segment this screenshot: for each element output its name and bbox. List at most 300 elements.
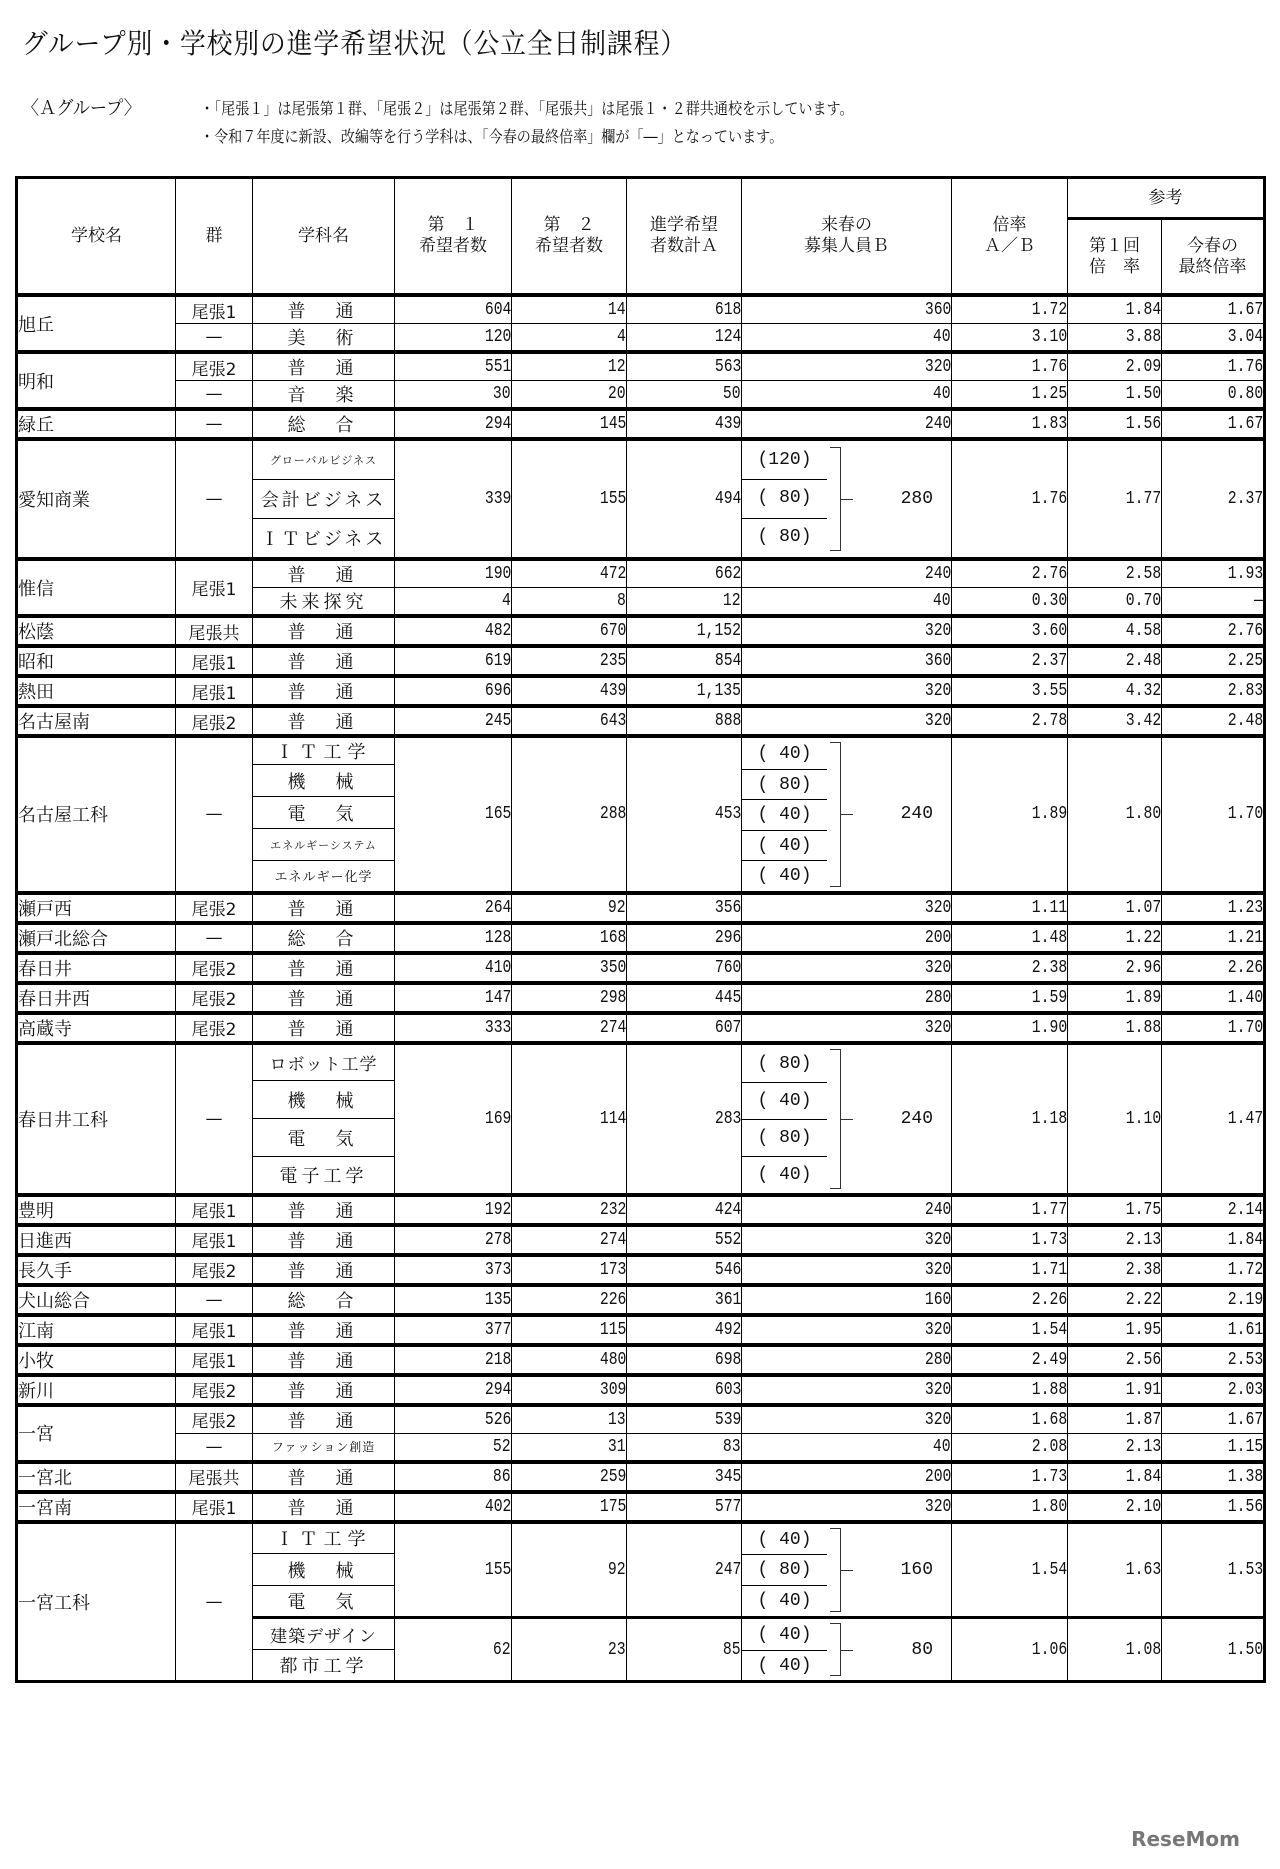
capacity-cell: 320 <box>742 1375 952 1405</box>
school-name: 一宮工科 <box>17 1522 176 1682</box>
capacity-cell <box>742 1618 952 1682</box>
group-label: 〈Ａグループ〉 <box>22 97 141 119</box>
first-choice-cell: 264 <box>395 893 512 923</box>
second-choice-cell: 4 <box>512 324 627 353</box>
first-choice-cell: 482 <box>395 616 512 646</box>
final-ratio-cell: 2.19 <box>1162 1285 1265 1315</box>
dept-cell: エネルギー化学 <box>253 861 395 893</box>
dept-cell: 普 通 <box>253 1255 395 1285</box>
final-ratio-cell: 2.37 <box>1162 439 1265 559</box>
first-choice-cell: 377 <box>395 1315 512 1345</box>
school-block <box>17 1462 1265 1492</box>
group-cell: 尾張2 <box>176 893 253 923</box>
first-round-cell: 1.10 <box>1068 1043 1162 1195</box>
school-name: 江南 <box>17 1315 176 1345</box>
capacity-total: 160 <box>900 1559 933 1580</box>
school-block <box>17 923 1265 953</box>
table-row <box>17 559 1265 588</box>
ratio-cell: 1.71 <box>952 1255 1068 1285</box>
group-cell: — <box>176 1522 253 1682</box>
school-block <box>17 1492 1265 1522</box>
group-cell: — <box>176 409 253 439</box>
first-round-cell: 3.88 <box>1068 324 1162 353</box>
second-choice-cell: 274 <box>512 1225 627 1255</box>
sub-capacity: ( 40) <box>742 830 827 862</box>
ratio-cell: 1.48 <box>952 923 1068 953</box>
capacity-total: 280 <box>900 489 933 509</box>
second-choice-cell: 439 <box>512 676 627 706</box>
ratio-cell: 1.11 <box>952 893 1068 923</box>
school-name: 春日井工科 <box>17 1043 176 1195</box>
sub-capacity: ( 40) <box>742 1619 827 1651</box>
table-row <box>17 923 1265 953</box>
table-row <box>17 381 1265 410</box>
first-choice-cell: 402 <box>395 1492 512 1522</box>
first-choice-cell: 169 <box>395 1043 512 1195</box>
dept-cell: 総 合 <box>253 1285 395 1315</box>
first-round-cell: 2.13 <box>1068 1433 1162 1462</box>
capacity-cell: 320 <box>742 1013 952 1043</box>
sub-capacity: ( 80) <box>742 1045 827 1083</box>
dept-cell: 普 通 <box>253 706 395 736</box>
ratio-cell: 1.80 <box>952 1492 1068 1522</box>
group-cell: 尾張2 <box>176 953 253 983</box>
table-row <box>17 1492 1265 1522</box>
school-block <box>17 646 1265 676</box>
total-cell: 439 <box>627 409 742 439</box>
capacity-cell: 280 <box>742 983 952 1013</box>
final-ratio-cell: 1.93 <box>1162 559 1265 588</box>
first-choice-cell: 120 <box>395 324 512 353</box>
sub-capacity: ( 40) <box>757 866 812 886</box>
group-cell: 尾張2 <box>176 1013 253 1043</box>
group-cell: 尾張1 <box>176 1492 253 1522</box>
total-cell: 296 <box>627 923 742 953</box>
first-round-cell: 2.56 <box>1068 1345 1162 1375</box>
second-choice-cell: 14 <box>512 295 627 324</box>
header-group: 群 <box>176 178 253 296</box>
school-block <box>17 352 1265 409</box>
total-cell: 83 <box>627 1433 742 1462</box>
total-cell: 888 <box>627 706 742 736</box>
school-name: 一宮南 <box>17 1492 176 1522</box>
second-choice-cell: 173 <box>512 1255 627 1285</box>
ratio-cell: 1.72 <box>952 295 1068 324</box>
capacity-cell: 200 <box>742 923 952 953</box>
header-first-round: 第１回 倍 率 <box>1068 219 1162 296</box>
final-ratio-cell: 2.03 <box>1162 1375 1265 1405</box>
final-ratio-cell: 1.21 <box>1162 923 1265 953</box>
sub-capacity: ( 40) <box>742 1524 827 1556</box>
dept-cell: 普 通 <box>253 1225 395 1255</box>
dept-cell: 普 通 <box>253 1492 395 1522</box>
group-cell: 尾張1 <box>176 559 253 616</box>
first-round-cell: 1.88 <box>1068 1013 1162 1043</box>
group-cell: — <box>176 923 253 953</box>
sub-capacity: ( 80) <box>757 526 812 547</box>
header-ratio: 倍率 Ａ／Ｂ <box>952 178 1068 296</box>
second-choice-cell: 274 <box>512 1013 627 1043</box>
school-block <box>17 953 1265 983</box>
first-round-cell: 1.75 <box>1068 1195 1162 1225</box>
second-choice-cell: 309 <box>512 1375 627 1405</box>
school-block <box>17 1285 1265 1315</box>
total-cell: 247 <box>627 1522 742 1618</box>
first-round-cell: 0.70 <box>1068 588 1162 617</box>
first-round-cell: 1.22 <box>1068 923 1162 953</box>
first-choice-cell: 294 <box>395 409 512 439</box>
header-reference: 参考 <box>1068 178 1265 219</box>
total-cell: 698 <box>627 1345 742 1375</box>
ratio-cell: 1.54 <box>952 1522 1068 1618</box>
table-row <box>17 1043 1265 1081</box>
first-round-cell: 1.84 <box>1068 1462 1162 1492</box>
first-choice-cell: 62 <box>395 1618 512 1682</box>
first-choice-cell: 190 <box>395 559 512 588</box>
capacity-cell: 320 <box>742 1255 952 1285</box>
first-round-cell: 1.87 <box>1068 1405 1162 1434</box>
second-choice-cell: 298 <box>512 983 627 1013</box>
header-school: 学校名 <box>17 178 176 296</box>
school-name: 新川 <box>17 1375 176 1405</box>
capacity-cell: 40 <box>742 381 952 410</box>
second-choice-cell: 114 <box>512 1043 627 1195</box>
capacity-cell: 320 <box>742 893 952 923</box>
ratio-cell: 3.60 <box>952 616 1068 646</box>
capacity-total: 80 <box>911 1639 933 1660</box>
dept-cell: 美 術 <box>253 324 395 353</box>
ratio-cell: 2.37 <box>952 646 1068 676</box>
table-row <box>17 736 1265 765</box>
dept-cell: 機 械 <box>253 1081 395 1119</box>
capacity-cell: 240 <box>742 409 952 439</box>
group-cell: 尾張2 <box>176 352 253 381</box>
capacity-total: 240 <box>900 804 933 825</box>
group-cell: 尾張1 <box>176 1195 253 1225</box>
dept-cell: 普 通 <box>253 1315 395 1345</box>
sub-capacity: (120) <box>742 441 827 480</box>
first-choice-cell: 410 <box>395 953 512 983</box>
total-cell: 453 <box>627 736 742 893</box>
ratio-cell: 1.68 <box>952 1405 1068 1434</box>
table-row <box>17 295 1265 324</box>
final-ratio-cell: 2.25 <box>1162 646 1265 676</box>
school-block <box>17 1345 1265 1375</box>
second-choice-cell: 288 <box>512 736 627 893</box>
first-choice-cell: 52 <box>395 1433 512 1462</box>
second-choice-cell: 670 <box>512 616 627 646</box>
first-round-cell: 2.09 <box>1068 352 1162 381</box>
dept-cell: ロボット工学 <box>253 1043 395 1081</box>
final-ratio-cell: 1.38 <box>1162 1462 1265 1492</box>
capacity-cell: 280 <box>742 1345 952 1375</box>
capacity-cell: 40 <box>742 588 952 617</box>
first-round-cell: 2.58 <box>1068 559 1162 588</box>
brace-icon <box>830 447 841 551</box>
school-block <box>17 1405 1265 1462</box>
total-cell: 494 <box>627 439 742 559</box>
capacity-cell: 240 <box>742 559 952 588</box>
second-choice-cell: 259 <box>512 1462 627 1492</box>
school-name: 愛知商業 <box>17 439 176 559</box>
school-name: 長久手 <box>17 1255 176 1285</box>
first-choice-cell: 128 <box>395 923 512 953</box>
first-round-cell: 1.50 <box>1068 381 1162 410</box>
dept-cell: 音 楽 <box>253 381 395 410</box>
school-name: 明和 <box>17 352 176 409</box>
ratio-cell: 1.76 <box>952 439 1068 559</box>
final-ratio-cell: 1.70 <box>1162 1013 1265 1043</box>
ratio-cell: 1.90 <box>952 1013 1068 1043</box>
first-choice-cell: 604 <box>395 295 512 324</box>
final-ratio-cell: 3.04 <box>1162 324 1265 353</box>
school-name: 一宮 <box>17 1405 176 1462</box>
school-block <box>17 1375 1265 1405</box>
first-round-cell: 1.08 <box>1068 1618 1162 1682</box>
capacity-cell: 240 <box>742 1195 952 1225</box>
first-choice-cell: 4 <box>395 588 512 617</box>
dept-cell: ＩＴ工学 <box>253 1522 395 1554</box>
second-choice-cell: 643 <box>512 706 627 736</box>
ratio-cell: 1.83 <box>952 409 1068 439</box>
school-block <box>17 439 1265 559</box>
final-ratio-cell: 2.53 <box>1162 1345 1265 1375</box>
total-cell: 603 <box>627 1375 742 1405</box>
capacity-cell: 160 <box>742 1285 952 1315</box>
capacity-cell: 320 <box>742 352 952 381</box>
page-title: グループ別・学校別の進学希望状況（公立全日制課程） <box>22 27 687 60</box>
dept-cell: 普 通 <box>253 646 395 676</box>
school-block <box>17 1522 1265 1682</box>
ratio-cell: 1.73 <box>952 1462 1068 1492</box>
school-block <box>17 1255 1265 1285</box>
total-cell: 618 <box>627 295 742 324</box>
table-row <box>17 1405 1265 1434</box>
first-round-cell: 2.48 <box>1068 646 1162 676</box>
table-row <box>17 646 1265 676</box>
first-choice-cell: 192 <box>395 1195 512 1225</box>
school-name: 小牧 <box>17 1345 176 1375</box>
dept-cell: 普 通 <box>253 676 395 706</box>
header-dept: 学科名 <box>253 178 395 296</box>
brace-icon <box>830 742 841 887</box>
total-cell: 760 <box>627 953 742 983</box>
ratio-cell: 1.59 <box>952 983 1068 1013</box>
first-round-cell: 4.32 <box>1068 676 1162 706</box>
first-choice-cell: 619 <box>395 646 512 676</box>
capacity-cell <box>742 1522 952 1618</box>
capacity-cell: 320 <box>742 953 952 983</box>
dept-cell: 普 通 <box>253 1462 395 1492</box>
school-block <box>17 1315 1265 1345</box>
table-row <box>17 953 1265 983</box>
first-round-cell: 1.84 <box>1068 295 1162 324</box>
ratio-cell: 1.76 <box>952 352 1068 381</box>
ratio-cell: 0.30 <box>952 588 1068 617</box>
first-choice-cell: 278 <box>395 1225 512 1255</box>
first-choice-cell: 526 <box>395 1405 512 1434</box>
capacity-cell: 40 <box>742 1433 952 1462</box>
table-row <box>17 1522 1265 1554</box>
final-ratio-cell: 1.53 <box>1162 1522 1265 1618</box>
first-choice-cell: 218 <box>395 1345 512 1375</box>
total-cell: 424 <box>627 1195 742 1225</box>
final-ratio-cell: 1.72 <box>1162 1255 1265 1285</box>
group-cell: — <box>176 1043 253 1195</box>
school-block <box>17 409 1265 439</box>
first-choice-cell: 294 <box>395 1375 512 1405</box>
brace-tick-icon <box>841 1650 853 1651</box>
second-choice-cell: 232 <box>512 1195 627 1225</box>
group-cell: 尾張共 <box>176 1462 253 1492</box>
ratio-cell: 1.89 <box>952 736 1068 893</box>
total-cell: 539 <box>627 1405 742 1434</box>
capacity-cell: 320 <box>742 1225 952 1255</box>
table-row <box>17 1255 1265 1285</box>
capacity-cell: 360 <box>742 295 952 324</box>
total-cell: 345 <box>627 1462 742 1492</box>
dept-cell: 普 通 <box>253 983 395 1013</box>
first-choice-cell: 135 <box>395 1285 512 1315</box>
school-name: 春日井西 <box>17 983 176 1013</box>
second-choice-cell: 8 <box>512 588 627 617</box>
dept-cell: 普 通 <box>253 295 395 324</box>
ratio-cell: 2.78 <box>952 706 1068 736</box>
sub-capacity: ( 40) <box>757 1164 812 1185</box>
total-cell: 552 <box>627 1225 742 1255</box>
second-choice-cell: 23 <box>512 1618 627 1682</box>
total-cell: 445 <box>627 983 742 1013</box>
header-first-choice: 第 １ 希望者数 <box>395 178 512 296</box>
table-row <box>17 1225 1265 1255</box>
total-cell: 283 <box>627 1043 742 1195</box>
sub-capacity: ( 80) <box>742 479 827 518</box>
capacity-cell: 320 <box>742 706 952 736</box>
sub-capacity: ( 80) <box>742 1554 827 1586</box>
dept-cell: 電 気 <box>253 1586 395 1618</box>
second-choice-cell: 175 <box>512 1492 627 1522</box>
school-name: 松蔭 <box>17 616 176 646</box>
first-choice-cell: 245 <box>395 706 512 736</box>
dept-cell: 普 通 <box>253 616 395 646</box>
dept-cell: 電 気 <box>253 797 395 829</box>
header-second-choice: 第 ２ 希望者数 <box>512 178 627 296</box>
final-ratio-cell: — <box>1162 588 1265 617</box>
dept-cell: ＩＴビジネス <box>253 519 395 560</box>
final-ratio-cell: 2.48 <box>1162 706 1265 736</box>
dept-cell: 機 械 <box>253 1554 395 1586</box>
table-header <box>17 178 1265 296</box>
group-cell: 尾張1 <box>176 646 253 676</box>
brace-icon <box>830 1528 841 1613</box>
capacity-cell <box>742 1043 952 1195</box>
group-cell: 尾張2 <box>176 1375 253 1405</box>
final-ratio-cell: 1.84 <box>1162 1225 1265 1255</box>
school-name: 昭和 <box>17 646 176 676</box>
school-name: 緑丘 <box>17 409 176 439</box>
dept-cell: 普 通 <box>253 1345 395 1375</box>
first-round-cell: 1.63 <box>1068 1522 1162 1618</box>
school-block <box>17 616 1265 646</box>
second-choice-cell: 155 <box>512 439 627 559</box>
second-choice-cell: 226 <box>512 1285 627 1315</box>
first-round-cell: 1.91 <box>1068 1375 1162 1405</box>
ratio-cell: 1.77 <box>952 1195 1068 1225</box>
note-1: ・「尾張１」は尾張第１群、「尾張２」は尾張第２群、「尾張共」は尾張１・２群共通校を示しています。 <box>200 99 854 118</box>
final-ratio-cell: 1.50 <box>1162 1618 1265 1682</box>
dept-cell: 普 通 <box>253 352 395 381</box>
capacity-cell <box>742 439 952 559</box>
school-name: 瀬戸北総合 <box>17 923 176 953</box>
brace-icon <box>830 1623 841 1676</box>
group-cell: 尾張共 <box>176 616 253 646</box>
final-ratio-cell: 1.15 <box>1162 1433 1265 1462</box>
ratio-cell: 1.54 <box>952 1315 1068 1345</box>
first-round-cell: 2.13 <box>1068 1225 1162 1255</box>
school-block <box>17 736 1265 893</box>
brace-tick-icon <box>841 1119 853 1120</box>
first-choice-cell: 551 <box>395 352 512 381</box>
group-cell: — <box>176 736 253 893</box>
total-cell: 85 <box>627 1618 742 1682</box>
ratio-cell: 1.06 <box>952 1618 1068 1682</box>
total-cell: 563 <box>627 352 742 381</box>
first-round-cell: 3.42 <box>1068 706 1162 736</box>
group-cell: — <box>176 439 253 559</box>
first-round-cell: 1.56 <box>1068 409 1162 439</box>
sub-capacity: ( 40) <box>742 738 827 770</box>
brace-icon <box>830 1049 841 1189</box>
group-cell: — <box>176 324 253 353</box>
final-ratio-cell: 1.70 <box>1162 736 1265 893</box>
school-name: 旭丘 <box>17 295 176 352</box>
table-row <box>17 1195 1265 1225</box>
first-choice-cell: 147 <box>395 983 512 1013</box>
dept-cell: 建築デザイン <box>253 1618 395 1650</box>
capacity-cell: 320 <box>742 1492 952 1522</box>
dept-cell: 電 気 <box>253 1119 395 1157</box>
group-cell: — <box>176 1285 253 1315</box>
school-name: 名古屋南 <box>17 706 176 736</box>
total-cell: 361 <box>627 1285 742 1315</box>
first-round-cell: 1.77 <box>1068 439 1162 559</box>
dept-cell: ファッション創造 <box>253 1433 395 1462</box>
final-ratio-cell: 0.80 <box>1162 381 1265 410</box>
second-choice-cell: 92 <box>512 1522 627 1618</box>
total-cell: 1,152 <box>627 616 742 646</box>
group-cell: 尾張2 <box>176 1405 253 1434</box>
final-ratio-cell: 1.47 <box>1162 1043 1265 1195</box>
dept-cell: 総 合 <box>253 409 395 439</box>
table-row <box>17 409 1265 439</box>
school-name: 惟信 <box>17 559 176 616</box>
first-round-cell: 2.22 <box>1068 1285 1162 1315</box>
sub-capacity: ( 40) <box>757 1655 812 1676</box>
dept-cell: 普 通 <box>253 953 395 983</box>
second-choice-cell: 472 <box>512 559 627 588</box>
ratio-cell: 1.25 <box>952 381 1068 410</box>
final-ratio-cell: 1.67 <box>1162 295 1265 324</box>
dept-cell: ＩＴ工学 <box>253 736 395 765</box>
ratio-cell: 3.10 <box>952 324 1068 353</box>
final-ratio-cell: 1.76 <box>1162 352 1265 381</box>
ratio-cell: 1.73 <box>952 1225 1068 1255</box>
first-round-cell: 1.07 <box>1068 893 1162 923</box>
dept-cell: 普 通 <box>253 1405 395 1434</box>
ratio-cell: 1.18 <box>952 1043 1068 1195</box>
capacity-total: 240 <box>900 1108 933 1129</box>
final-ratio-cell: 1.40 <box>1162 983 1265 1013</box>
